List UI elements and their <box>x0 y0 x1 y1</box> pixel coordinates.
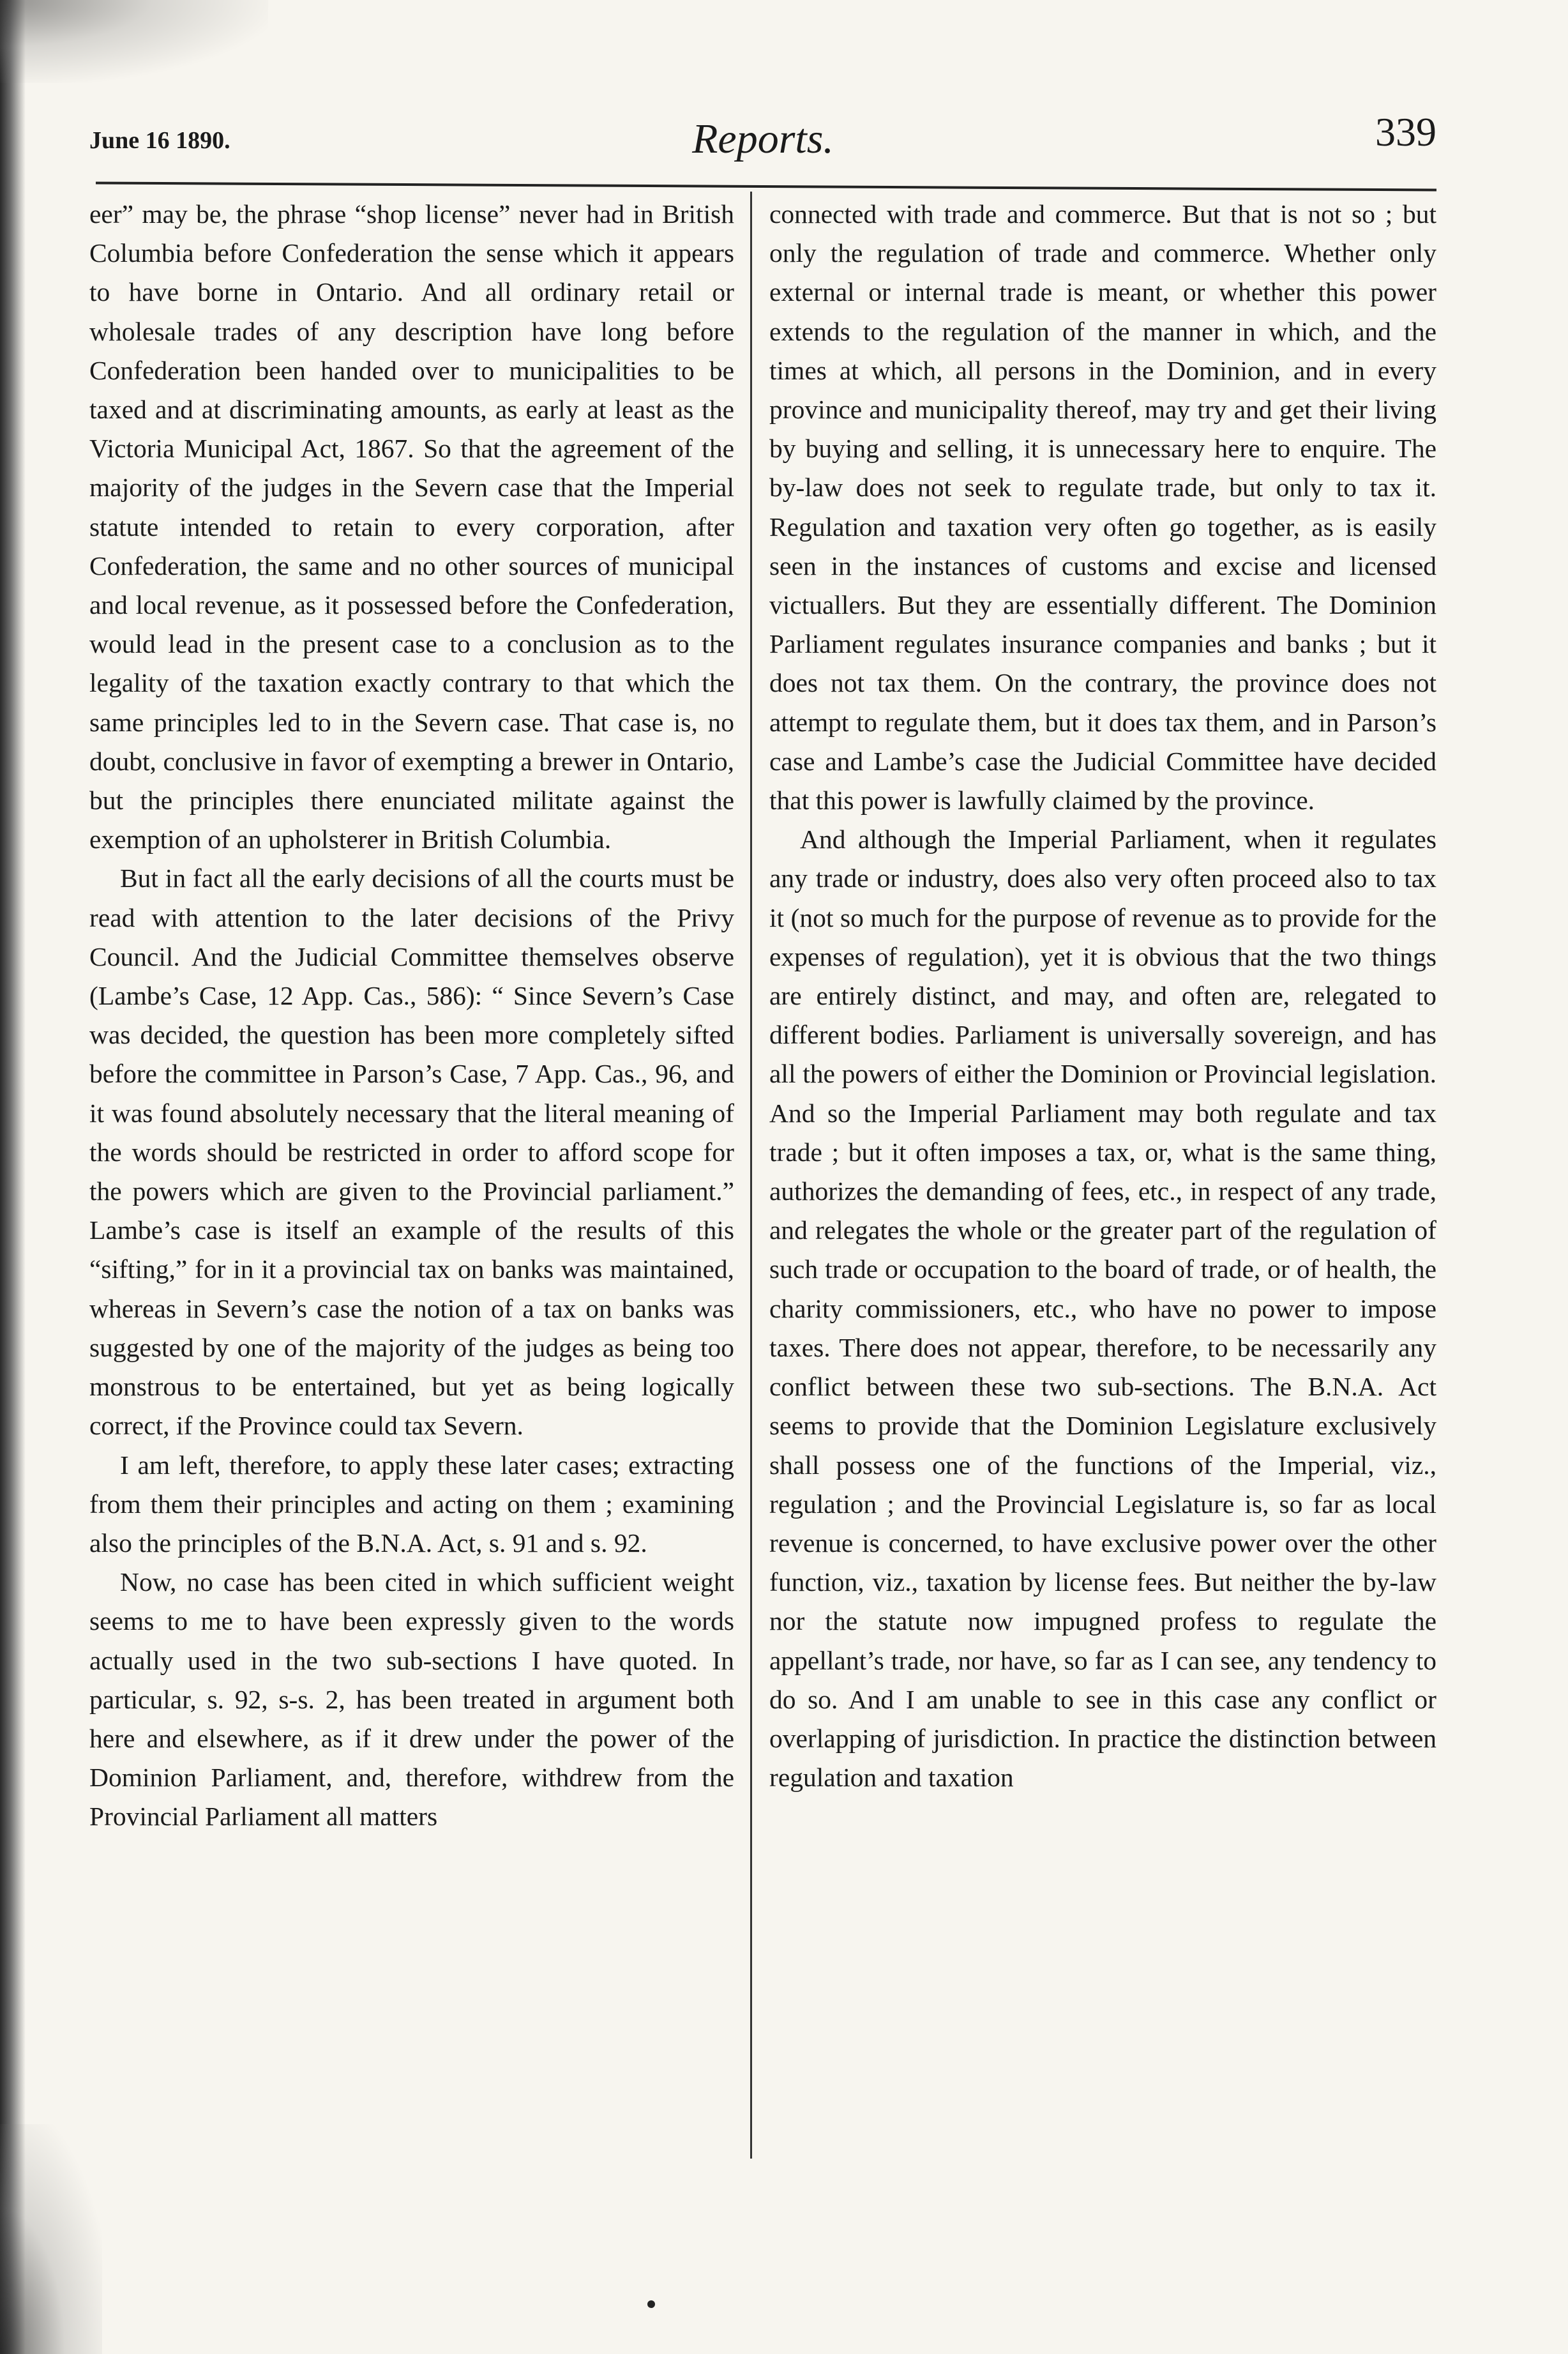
scan-smudge-bottom <box>0 2124 102 2354</box>
paragraph: connected with trade and commerce. But that is not so ; but only the regulation of trade and commerce. Whether only external or internal trade is meant, or whether this power extends to the regulation of the manner in which, and the times at which, all persons in the Dominion, and in every province and municipality thereof, may try and get their living by buying and selling, it is unnecessary here to enquire. The by-law does not seek to regulate trade, but only to tax it. Regulation and taxation very often go together, as is easily seen in the instances of customs and excise and licensed victuallers. But they are essentially different. The Dominion Parliament regulates insurance companies and banks ; but it does not tax them. On the contrary, the province does not attempt to regulate them, but it does tax them, and in Parson’s case and Lambe’s case the Judicial Committee have decided that this power is lawfully claimed by the province. <box>769 199 1436 816</box>
paragraph: Now, no case has been cited in which sufficient weight seems to me to have been expressly given to the words actually used in the two sub-sections I have quoted. In particular, s. 92, s-s. 2, has been treated in argument both here and elsewhere, as if it drew under the power of the Dominion Parliament, and, therefore, withdrew from the Provincial Parliament all matters <box>89 1567 734 1832</box>
header-rule <box>96 182 1436 192</box>
paragraph: eer” may be, the phrase “shop license” never had in British Columbia before Confederation the sense which it appears to have borne in Ontario. And all ordinary retail or wholesale trades of any description have long before Confederation been handed over to municipalities to be taxed and at discriminating amounts, as early at least as the Victoria Municipal Act, 1867. So that the agreement of the majority of the judges in the Severn case that the Imperial statute intended to retain to every corporation, after Confederation, the same and no other sources of municipal and local revenue, as it possessed before the Confederation, would lead in the present case to a conclusion as to the legality of the taxation exactly contrary to that which the same principles led to in the Severn case. That case is, no doubt, conclusive in favor of exempting a brewer in Ontario, but the principles there enunciated militate against the exemption of an upholsterer in British Columbia. <box>89 199 734 854</box>
column-divider <box>750 192 752 2159</box>
page-edge-shadow <box>0 0 26 2354</box>
page-header <box>89 109 1436 179</box>
running-title: Reports. <box>692 116 834 162</box>
left-column <box>89 195 734 2187</box>
scan-smudge-top <box>0 0 268 83</box>
paragraph: And although the Imperial Parliament, when it regulates any trade or industry, does also very often proceed also to tax it (not so much for the purpose of revenue as to provide for the expenses of regulation), yet it is obvious that the two things are entirely distinct, and may, and often are, relegated to different bodies. Parliament is universally sovereign, and has all the powers of either the Dominion or Provincial legislation. And so the Imperial Parliament may both regulate and tax trade ; but it often imposes a tax, or, what is the same thing, authorizes the demanding of fees, etc., in respect of any trade, and relegates the whole or the greater part of the regulation of such trade or occupation to the board of trade, or of health, the charity commissioners, etc., who have no power to impose taxes. There does not appear, therefore, to be necessarily any conflict between these two sub-sections. The B.N.A. Act seems to provide that the Dominion Legislature exclusively shall possess one of the functions of the Imperial, viz., regulation ; and the Provincial Legislature is, so far as local revenue is concerned, to have exclusive power over the other function, viz., taxation by license fees. But neither the by-law nor the statute now impugned profess to regulate the appellant’s trade, nor have, so far as I can see, any tendency to do so. And I am unable to see in this case any conflict or overlapping of jurisdiction. In practice the distinction between regulation and taxation <box>769 824 1436 1793</box>
footer-dot <box>647 2300 655 2308</box>
right-column <box>769 195 1436 2187</box>
paragraph: But in fact all the early decisions of all the courts must be read with attention to the later decisions of the Privy Council. And the Judicial Committee themselves observe (Lambe’s Case, 12 App. Cas., 586): “ Since Severn’s Case was decided, the question has been more completely sifted before the committee in Parson’s Case, 7 App. Cas., 96, and it was found absolutely necessary that the literal meaning of the words should be restricted in order to afford scope for the powers which are given to the Provincial parliament.” Lambe’s case is itself an example of the results of this “sifting,” for in it a provincial tax on banks was maintained, whereas in Severn’s case the notion of a tax on banks was suggested by one of the majority of the judges as being too monstrous to be entertained, but yet as being logically correct, if the Province could tax Severn. <box>89 863 734 1441</box>
issue-date: June 16 1890. <box>89 127 230 154</box>
paragraph: I am left, therefore, to apply these later cases; extracting from them their principles and acting on them ; examining also the principles of the B.N.A. Act, s. 91 and s. 92. <box>89 1450 734 1558</box>
page-number: 339 <box>1375 109 1436 155</box>
